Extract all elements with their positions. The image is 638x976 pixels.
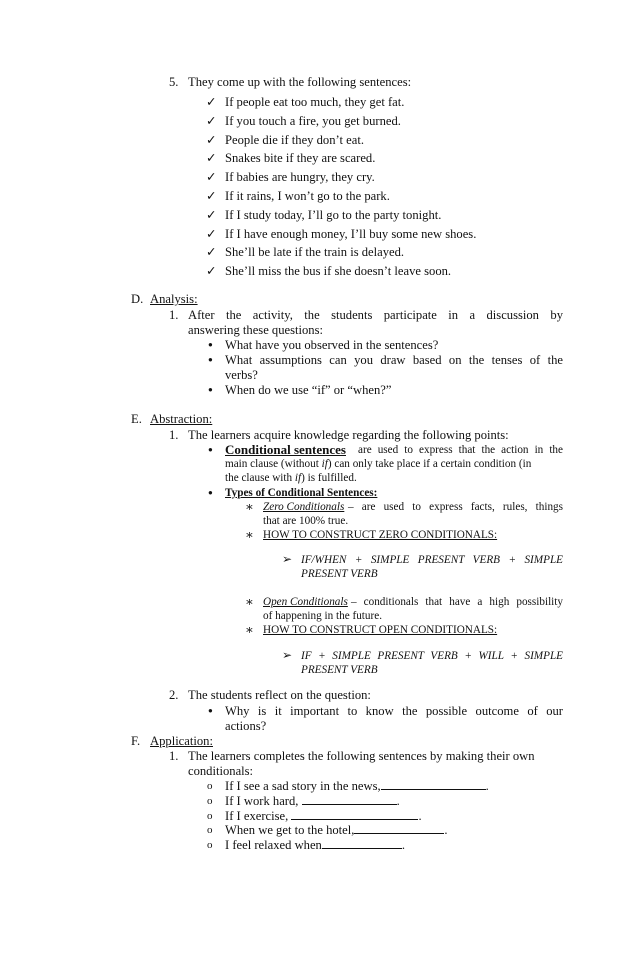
step5-intro: They come up with the following sentences: — [188, 75, 412, 89]
bullet-icon — [208, 704, 213, 720]
reflect-question: Why is it important to know the possible outcome of our — [225, 704, 563, 718]
answer-blank[interactable] — [381, 778, 486, 790]
asterisk-icon — [245, 499, 254, 515]
section-d-heading: Analysis: — [150, 292, 198, 306]
zero-formula-cont: PRESENT VERB — [301, 568, 378, 580]
checkmark-icon — [206, 170, 217, 185]
section-e-item2-number: 2. — [169, 688, 179, 702]
section-d-item-text: After the activity, the students participate in a discussion by — [188, 308, 563, 322]
bullet-icon — [208, 338, 213, 354]
analysis-question: When do we use “if” or “when?” — [225, 383, 392, 397]
asterisk-icon — [245, 622, 254, 638]
zero-formula: IF/WHEN + SIMPLE PRESENT VERB + SIMPLE — [301, 554, 563, 566]
checkmark-icon — [206, 114, 217, 129]
open-definition: – conditionals that have a high possibility — [351, 596, 563, 608]
circle-bullet-icon — [207, 778, 213, 794]
list-item: Snakes bite if they are scared. — [225, 151, 376, 165]
list-item: If it rains, I won’t go to the park. — [225, 189, 390, 203]
list-item: If I work hard, . — [225, 794, 400, 808]
zero-conditionals-item — [263, 500, 563, 514]
asterisk-icon — [245, 594, 254, 610]
list-item: If I study today, I’ll go to the party tonight. — [225, 208, 442, 222]
checkmark-icon — [206, 245, 217, 260]
answer-blank[interactable] — [322, 837, 402, 849]
arrow-bullet-icon — [282, 648, 292, 663]
section-e-letter: E. — [131, 412, 142, 426]
bullet-icon — [208, 486, 213, 502]
asterisk-icon — [245, 527, 254, 543]
analysis-question-cont: verbs? — [225, 368, 258, 382]
list-item: If you touch a fire, you get burned. — [225, 114, 401, 128]
zero-term: Zero Conditionals — [263, 501, 345, 513]
types-heading: Types of Conditional Sentences: — [225, 487, 378, 499]
section-e-item2-text: The students reflect on the question: — [188, 688, 371, 702]
list-item: People die if they don’t eat. — [225, 133, 364, 147]
section-d-item-number: 1. — [169, 308, 179, 322]
list-item: I feel relaxed when . — [225, 838, 406, 852]
section-d-letter: D. — [131, 292, 144, 306]
open-how-heading: HOW TO CONSTRUCT OPEN CONDITIONALS: — [263, 624, 498, 636]
section-d-item-text-cont: answering these questions: — [188, 323, 324, 337]
open-term: Open Conditionals — [263, 596, 348, 608]
bullet-icon — [208, 443, 213, 459]
section-f-heading: Application: — [150, 734, 213, 748]
circle-bullet-icon — [207, 793, 213, 809]
list-item: If people eat too much, they get fat. — [225, 95, 405, 109]
circle-bullet-icon — [207, 822, 213, 838]
section-f-item-text-cont: conditionals: — [188, 764, 254, 778]
list-item: If I exercise, . — [225, 809, 422, 823]
step5-number: 5. — [169, 75, 179, 89]
list-item: If I see a sad story in the news, . — [225, 779, 489, 793]
conditional-definition-cont: main clause (without if) can only take place if a certain condition (in — [225, 458, 532, 470]
zero-definition: – are used to express facts, rules, things — [348, 501, 563, 513]
list-item: She’ll be late if the train is delayed. — [225, 245, 405, 259]
conditional-term: Conditional sentences — [225, 442, 346, 457]
section-f-letter: F. — [131, 734, 141, 748]
reflect-question-cont: actions? — [225, 719, 267, 733]
answer-blank[interactable] — [302, 793, 397, 805]
list-item: If babies are hungry, they cry. — [225, 170, 375, 184]
checkmark-icon — [206, 133, 217, 148]
answer-blank[interactable] — [354, 822, 444, 834]
arrow-bullet-icon — [282, 552, 292, 567]
open-conditionals-item — [263, 595, 563, 609]
section-e-item-text: The learners acquire knowledge regarding the following points: — [188, 428, 509, 442]
analysis-question: What have you observed in the sentences? — [225, 338, 439, 352]
section-e-heading: Abstraction: — [150, 412, 213, 426]
bullet-icon — [208, 383, 213, 399]
zero-how-heading: HOW TO CONSTRUCT ZERO CONDITIONALS: — [263, 529, 498, 541]
bullet-icon — [208, 353, 213, 369]
circle-bullet-icon — [207, 837, 213, 853]
conditional-definition: are used to express that the action in the — [358, 444, 563, 456]
open-definition-cont: of happening in the future. — [263, 610, 382, 622]
section-f-item-text: The learners completes the following sentences by making their own — [188, 749, 535, 763]
open-formula: IF + SIMPLE PRESENT VERB + WILL + SIMPLE — [301, 650, 563, 662]
checkmark-icon — [206, 227, 217, 242]
checkmark-icon — [206, 264, 217, 279]
list-item: She’ll miss the bus if she doesn’t leave soon. — [225, 264, 452, 278]
checkmark-icon — [206, 189, 217, 204]
open-formula-cont: PRESENT VERB — [301, 664, 378, 676]
list-item: When we get to the hotel, . — [225, 823, 448, 837]
answer-blank[interactable] — [291, 808, 418, 820]
checkmark-icon — [206, 151, 217, 166]
analysis-question: What assumptions can you draw based on the tenses of the — [225, 353, 563, 367]
checkmark-icon — [206, 95, 217, 110]
list-item: If I have enough money, I’ll buy some new shoes. — [225, 227, 477, 241]
checkmark-icon — [206, 208, 217, 223]
conditional-definition-cont: the clause with if) is fulfilled. — [225, 472, 357, 484]
section-f-item-number: 1. — [169, 749, 179, 763]
zero-definition-cont: that are 100% true. — [263, 515, 349, 527]
section-e-item-number: 1. — [169, 428, 179, 442]
